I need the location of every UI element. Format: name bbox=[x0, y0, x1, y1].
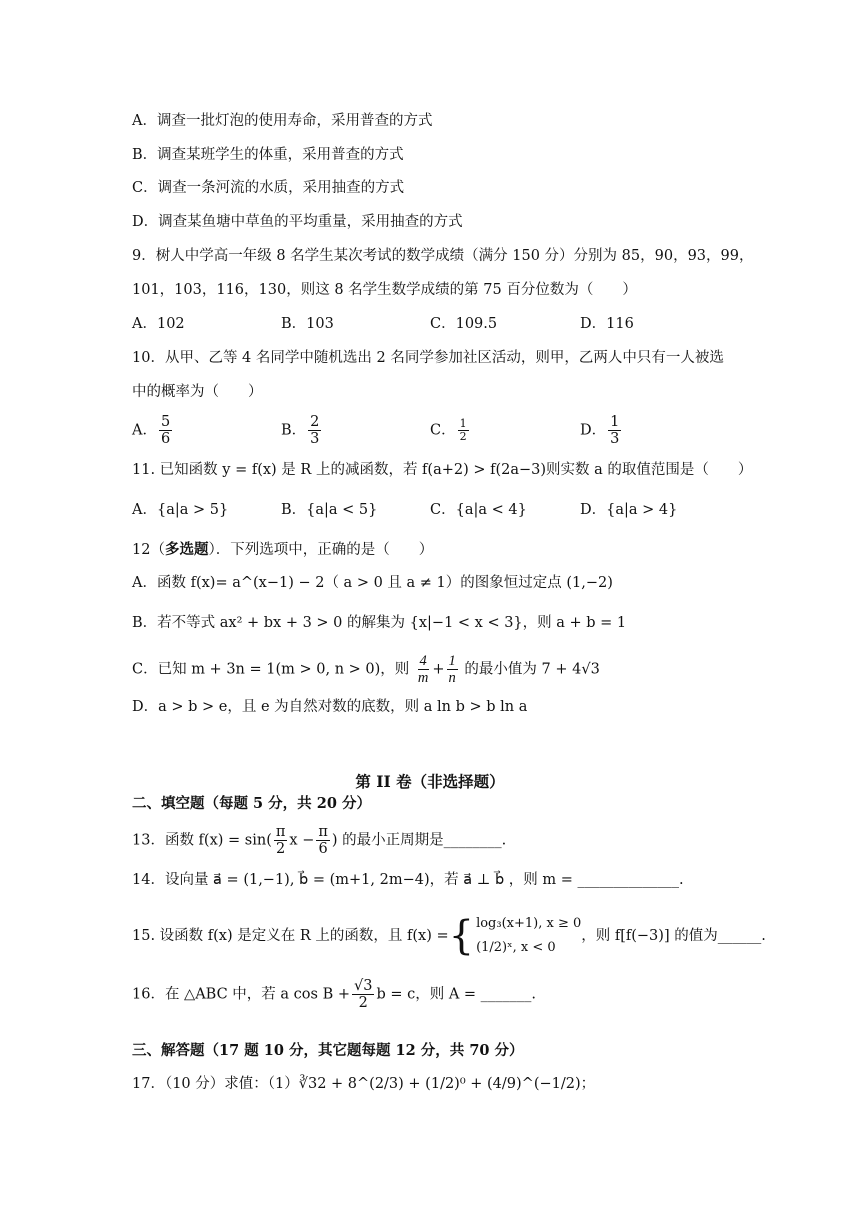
q9-stem-line1: 9．树人中学高一年级 8 名学生某次考试的数学成绩（满分 150 分）分别为 85，90，93，99， bbox=[132, 248, 754, 264]
q10-option-b bbox=[281, 414, 323, 447]
q10-option-a-fraction bbox=[159, 414, 172, 447]
q12-option-a: A．函数 f(x)= a^(x−1) − 2（ a > 0 且 a ≠ 1）的图象恒过定点 (1,−2) bbox=[132, 575, 613, 591]
q12-prefix: 12（ bbox=[132, 542, 165, 558]
q10-option-a bbox=[132, 414, 174, 447]
q10-option-b-numerator: 2 bbox=[310, 414, 320, 430]
q10-option-d-fraction bbox=[608, 414, 621, 447]
q10-option-c-label: C． bbox=[430, 422, 456, 439]
q13-fraction-2-denominator: 6 bbox=[318, 841, 328, 857]
q12-option-c-pre: C．已知 m + 3n = 1(m > 0, n > 0)，则 bbox=[132, 661, 410, 678]
q15-left-brace: { bbox=[448, 913, 475, 959]
q8-option-a: A．调查一批灯泡的使用寿命，采用普查的方式 bbox=[132, 113, 433, 129]
q9-option-c: C．109.5 bbox=[430, 316, 498, 332]
q10-option-c-fraction bbox=[458, 418, 469, 443]
q15 bbox=[132, 912, 766, 960]
q13-fraction-1 bbox=[274, 824, 288, 857]
q13 bbox=[132, 824, 506, 857]
q12-option-c-fraction-1-denominator: m bbox=[417, 670, 429, 686]
q12-option-c-fraction-1-numerator: 4 bbox=[419, 653, 427, 669]
q12-option-c: C．已知 m + 3n = 1(m > 0, n > 0)，则 $\frac{4}{m}$ + $\frac{1}{n}$ 的最小值为 7 + 4√3 bbox=[132, 653, 600, 686]
q15-case-2: (1/2)ˣ, x < 0 bbox=[476, 940, 556, 955]
q16-post: b = c，则 A = _______. bbox=[376, 986, 537, 1003]
q13-post: ) 的最小正周期是________. bbox=[331, 832, 507, 849]
q8-option-b: B．调查某班学生的体重，采用普查的方式 bbox=[132, 147, 404, 163]
q10-option-b-label: B． bbox=[281, 422, 307, 439]
q10-option-c bbox=[430, 418, 471, 443]
q15-pre: 15. 设函数 f(x) 是定义在 R 上的函数，且 f(x) = bbox=[132, 928, 449, 944]
q13-mid: x − bbox=[289, 832, 315, 849]
q10-option-d bbox=[580, 414, 623, 447]
q10-option-d-numerator: 1 bbox=[610, 414, 620, 430]
section2-heading: 二、填空题（每题 5 分，共 20 分） bbox=[132, 795, 371, 812]
section3-heading: 三、解答题（17 题 10 分，其它题每题 12 分，共 70 分） bbox=[132, 1042, 524, 1059]
q16-fraction-numerator: √3 bbox=[354, 978, 373, 994]
q10-option-b-denominator: 3 bbox=[310, 431, 320, 447]
q12-option-c-fraction-2 bbox=[447, 653, 458, 686]
q16-pre: 16．在 △ABC 中，若 a cos B + bbox=[132, 986, 350, 1003]
q11-stem: 11. 已知函数 y = f(x) 是 R 上的减函数，若 f(a+2) > f(2a−3)则实数 a 的取值范围是（ ） bbox=[132, 462, 753, 478]
q10-option-d-denominator: 3 bbox=[610, 431, 620, 447]
q12-option-c-fraction-1 bbox=[416, 653, 430, 686]
q10-stem-line2: 中的概率为（ ） bbox=[132, 384, 263, 400]
q12-multi-choice-tag: 多选题 bbox=[164, 541, 209, 558]
q10-option-c-numerator: 1 bbox=[459, 417, 467, 430]
q16-fraction-denominator: 2 bbox=[358, 995, 368, 1011]
q10-option-a-numerator: 5 bbox=[160, 414, 171, 430]
q16 bbox=[132, 978, 536, 1011]
q13-fraction-1-numerator: π bbox=[275, 824, 286, 840]
q11-option-a: A．{a|a > 5} bbox=[132, 502, 229, 518]
q13-fraction-2 bbox=[316, 824, 330, 857]
q9-stem-line2: 101，103，116，130，则这 8 名学生数学成绩的第 75 百分位数为（ ） bbox=[132, 282, 637, 298]
q8-option-c: C．调查一条河流的水质，采用抽查的方式 bbox=[132, 180, 405, 196]
q14: 14．设向量 a⃗ = (1,−1), b⃗ = (m+1, 2m−4)，若 a⃗ ⊥ b⃗ ，则 m = ______________. bbox=[132, 872, 684, 888]
q11-option-c: C．{a|a < 4} bbox=[430, 502, 527, 518]
q9-option-a: A．102 bbox=[132, 316, 185, 332]
q11-option-b: B．{a|a < 5} bbox=[281, 502, 378, 518]
part2-title: 第 II 卷（非选择题） bbox=[355, 772, 505, 791]
q10-option-d-label: D． bbox=[580, 422, 607, 439]
q11-option-d: D．{a|a > 4} bbox=[580, 502, 678, 518]
q13-fraction-2-numerator: π bbox=[318, 824, 328, 840]
q13-pre: 13．函数 f(x) = sin( bbox=[132, 832, 272, 849]
q8-option-d: D．调查某鱼塘中草鱼的平均重量，采用抽查的方式 bbox=[132, 214, 463, 230]
q10-option-a-denominator: 6 bbox=[160, 431, 171, 447]
q9-option-b: B．103 bbox=[281, 316, 334, 332]
q15-case-1: log₃(x+1), x ≥ 0 bbox=[476, 916, 582, 931]
q15-piecewise bbox=[476, 912, 581, 960]
q9-option-d: D．116 bbox=[580, 316, 634, 332]
q12-stem bbox=[132, 540, 433, 560]
q12-option-b: B．若不等式 ax² + bx + 3 > 0 的解集为 {x|−1 < x < 3}，则 a + b = 1 bbox=[132, 615, 627, 631]
q12-option-c-post: 的最小值为 7 + 4√3 bbox=[464, 661, 600, 678]
q12-option-c-fraction-2-numerator: 1 bbox=[448, 653, 456, 669]
q17: 17．（10 分）求值：（1）∛32 + 8^(2/3) + (1/2)⁰ + (4/9)^(−1/2)； bbox=[132, 1076, 596, 1092]
q15-post: ，则 f[f(−3)] 的值为______. bbox=[581, 928, 766, 944]
q10-option-a-label: A． bbox=[132, 422, 157, 439]
q13-fraction-1-denominator: 2 bbox=[276, 841, 286, 857]
q12-suffix: ）．下列选项中，正确的是（ ） bbox=[208, 542, 434, 558]
q12-option-d: D．a > b > e，且 e 为自然对数的底数，则 a ln b > b ln a bbox=[132, 699, 528, 715]
q16-fraction bbox=[352, 978, 374, 1011]
q10-stem-line1: 10．从甲、乙等 4 名同学中随机选出 2 名同学参加社区活动，则甲，乙两人中只有一人被选 bbox=[132, 350, 724, 366]
q10-option-b-fraction bbox=[308, 414, 321, 447]
q10-option-c-denominator: 2 bbox=[459, 430, 467, 443]
q12-option-c-fraction-2-denominator: n bbox=[448, 670, 456, 686]
